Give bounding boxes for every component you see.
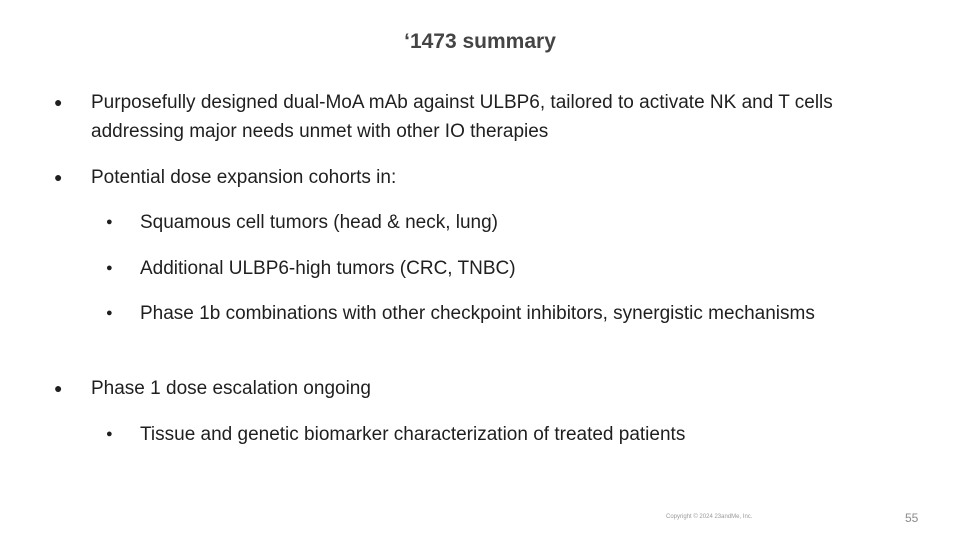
bullet-dot-icon: ● xyxy=(106,428,113,440)
bullet-item xyxy=(54,163,911,192)
bullet-dot-icon: ● xyxy=(106,216,113,228)
slide-title: ‘1473 summary xyxy=(404,30,556,53)
bullet-dot-icon: ● xyxy=(106,307,113,319)
sub-bullet-item xyxy=(106,299,820,328)
bullet-text: Squamous cell tumors (head & neck, lung) xyxy=(140,212,499,233)
page-number: 55 xyxy=(905,511,919,525)
sub-bullet-item xyxy=(106,420,820,449)
bullet-text: Tissue and genetic biomarker characterization of treated patients xyxy=(140,424,686,445)
bullet-item xyxy=(54,374,911,403)
copyright-notice: Copyright © 2024 23andMe, Inc. xyxy=(666,514,753,520)
bullet-dot-icon: ● xyxy=(54,94,63,110)
bullet-text: Phase 1b combinations with other checkpoint inhibitors, synergistic mechanisms xyxy=(140,303,815,324)
bullet-text: Purposefully designed dual-MoA mAb against ULBP6, tailored to activate NK and T cells addressing major needs unmet with other IO therapies xyxy=(91,92,833,142)
bullet-text: Phase 1 dose escalation ongoing xyxy=(91,378,371,399)
bullet-dot-icon: ● xyxy=(54,169,63,185)
sub-bullet-item xyxy=(106,254,820,283)
bullet-dot-icon: ● xyxy=(54,380,63,396)
bullet-text: Additional ULBP6-high tumors (CRC, TNBC) xyxy=(140,258,516,279)
bullet-text: Potential dose expansion cohorts in: xyxy=(91,167,397,188)
sub-bullet-item xyxy=(106,208,820,237)
bullet-item xyxy=(54,88,911,146)
bullet-dot-icon: ● xyxy=(106,262,113,274)
